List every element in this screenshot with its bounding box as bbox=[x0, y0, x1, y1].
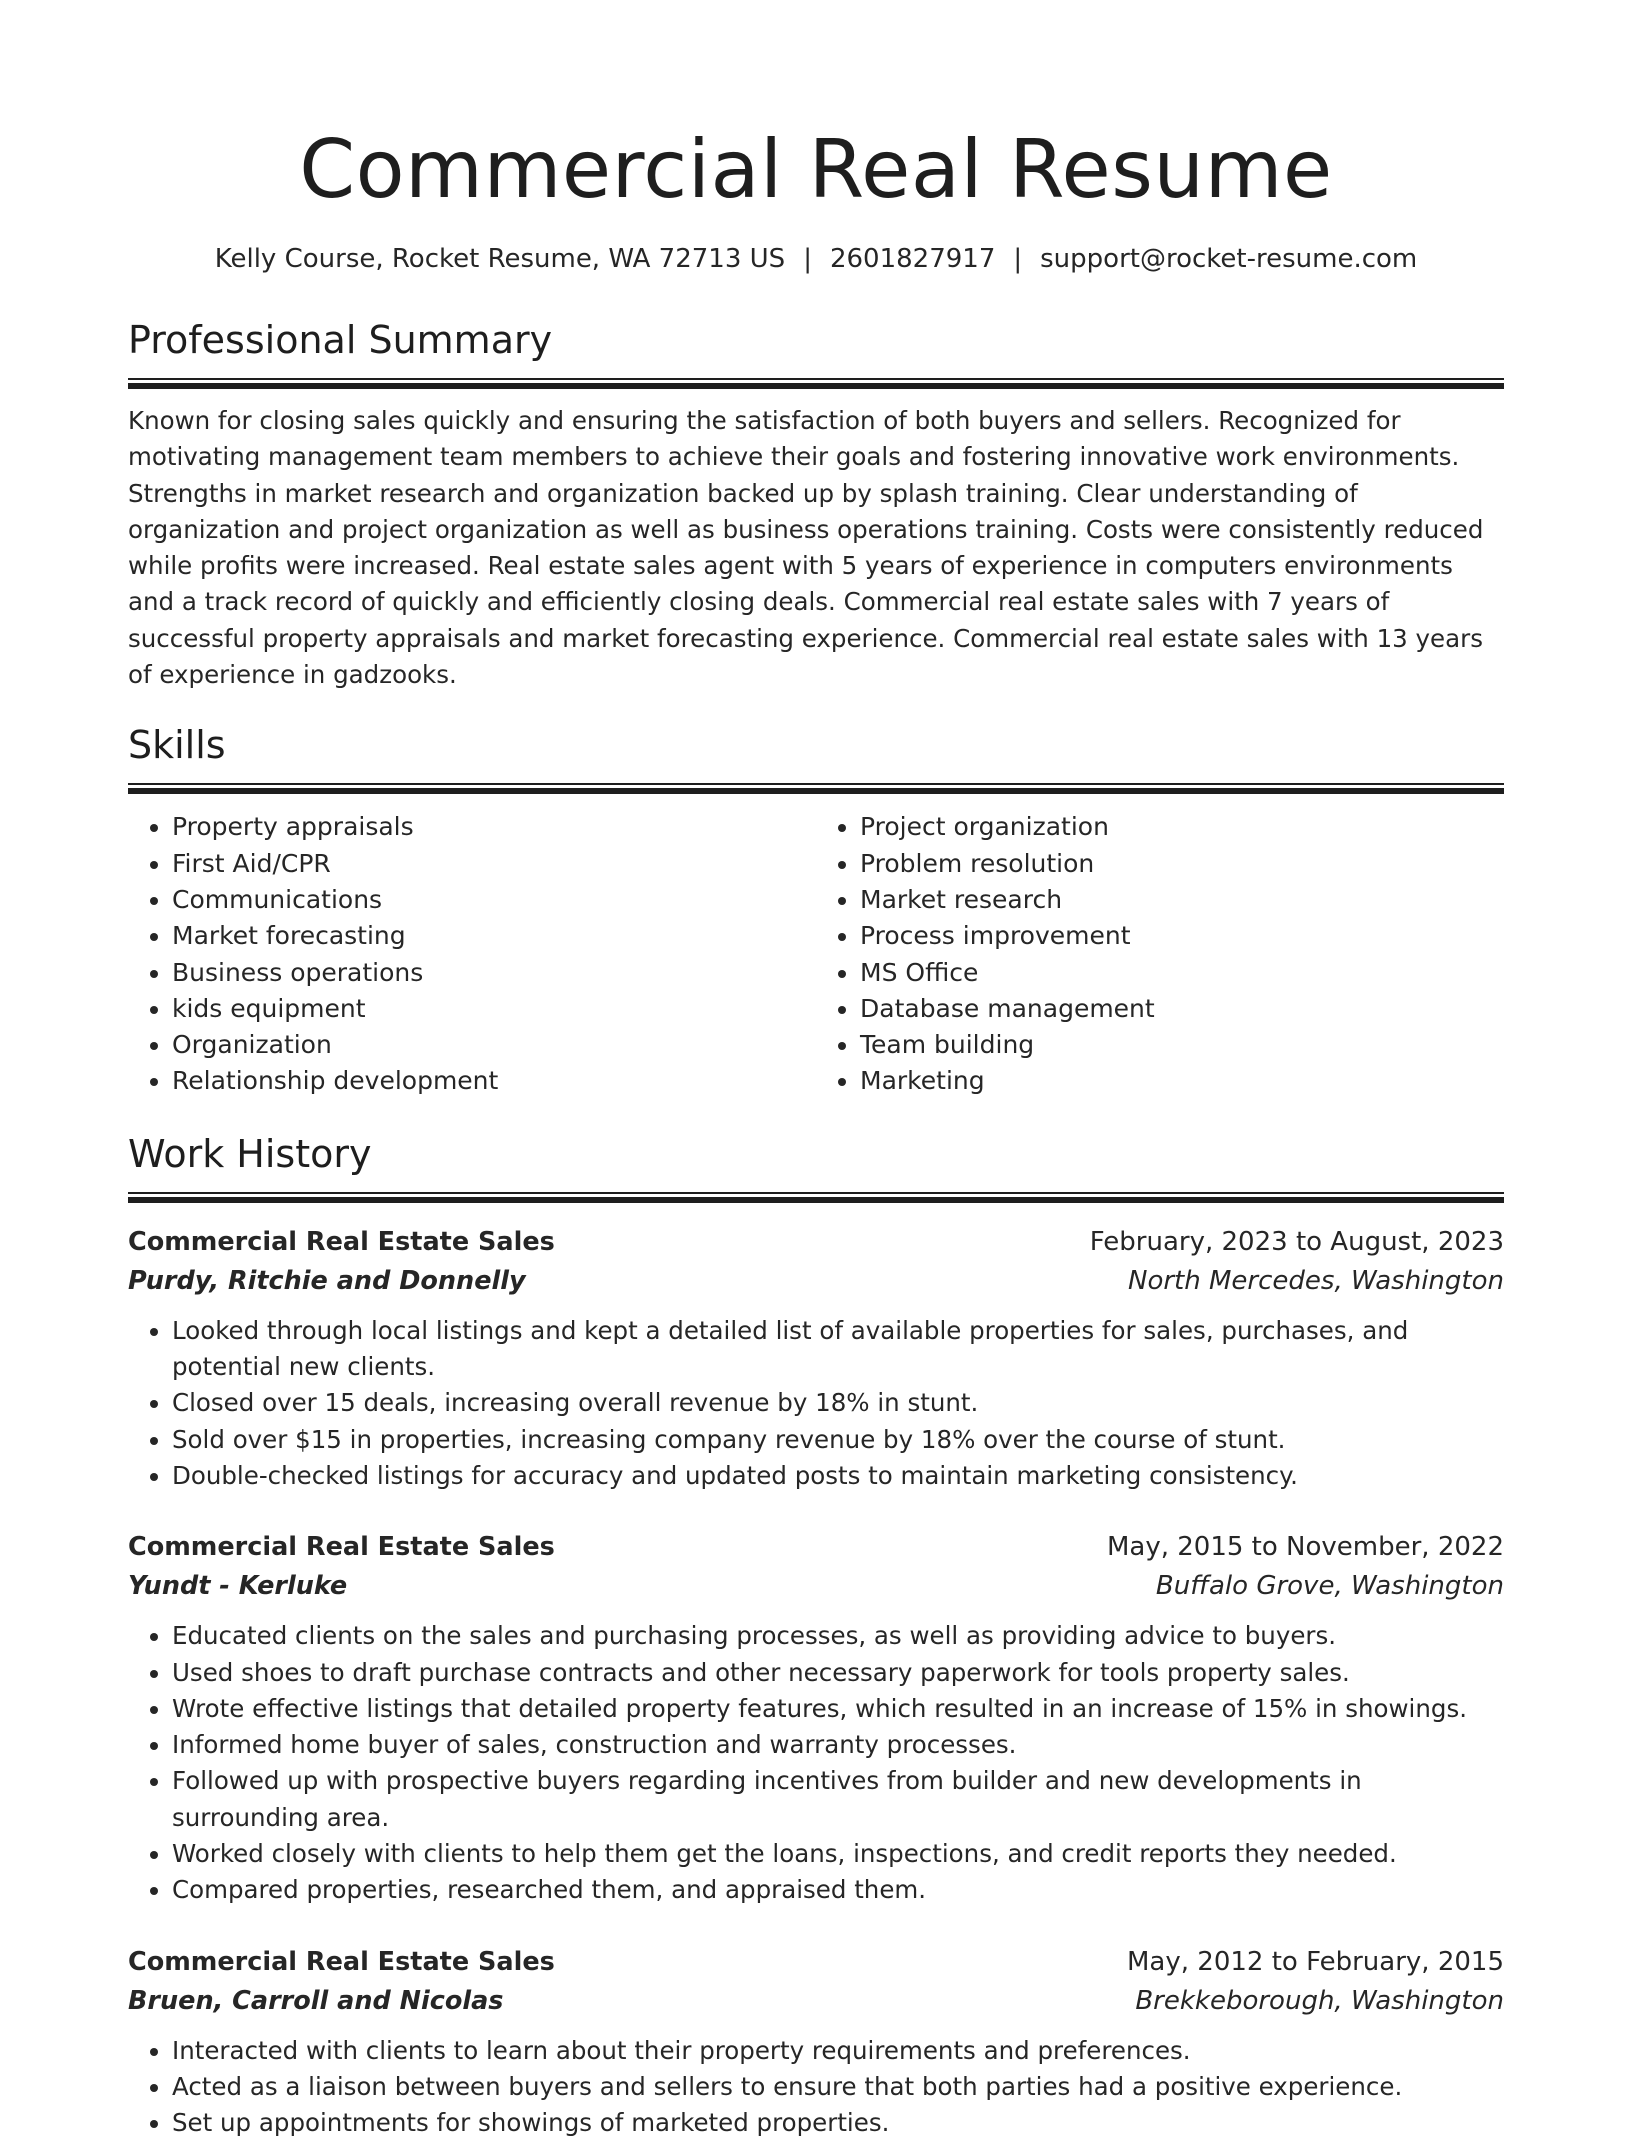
job-location: Brekkeborough, Washington bbox=[1135, 1985, 1504, 2016]
skill-item: • Marketing bbox=[860, 1063, 1504, 1099]
job-bullet: • Closed over 15 deals, increasing overall revenue by 18% in stunt. bbox=[172, 1385, 1504, 1421]
contact-line bbox=[128, 242, 1504, 276]
skill-item: • First Aid/CPR bbox=[172, 846, 816, 882]
work-history-section bbox=[128, 1130, 1504, 2142]
skill-item: • Organization bbox=[172, 1027, 816, 1063]
job-entry bbox=[128, 1528, 1504, 1908]
job-company-row bbox=[128, 1982, 1504, 2021]
job-bullet: • Acted as a liaison between buyers and sellers to ensure that both parties had a positive experience. bbox=[172, 2069, 1504, 2105]
section-heading-skills: Skills bbox=[128, 723, 226, 768]
skill-item: • Market forecasting bbox=[172, 918, 816, 954]
skill-item: • Problem resolution bbox=[860, 846, 1504, 882]
job-bullet: • Interacted with clients to learn about their property requirements and preferences. bbox=[172, 2033, 1504, 2069]
section-divider bbox=[128, 783, 1504, 794]
section-heading-summary: Professional Summary bbox=[128, 318, 553, 362]
contact-separator: | bbox=[1013, 244, 1023, 274]
summary-text: Known for closing sales quickly and ensuring the satisfaction of both buyers and sellers. Recognized for motivating management team members to achieve their goals and fostering innovative work environments. Strengths in market research and organization backed up by splash training. Clear understanding of organization and project organization as well as business operations training. Costs were consistently reduced while profits were increased. Real estate sales agent with 5 years of experience in computers environments and a track record of quickly and efficiently closing deals. Commercial real estate sales with 7 years of successful property appraisals and market forecasting experience. Commercial real estate sales with 13 years of experience in gadzooks. bbox=[128, 406, 1484, 690]
section-divider bbox=[128, 378, 1504, 389]
job-bullet: • Informed home buyer of sales, construction and warranty processes. bbox=[172, 1727, 1504, 1763]
skill-item: • kids equipment bbox=[172, 991, 816, 1027]
job-dates: May, 2015 to November, 2022 bbox=[1106, 1532, 1504, 1563]
skill-item: • Property appraisals bbox=[172, 809, 816, 845]
skill-item: • MS Office bbox=[860, 955, 1504, 991]
job-bullet: • Used shoes to draft purchase contracts and other necessary paperwork for tools property sales. bbox=[172, 1655, 1504, 1691]
section-divider bbox=[128, 1192, 1504, 1203]
skills-list-right bbox=[816, 809, 1504, 1099]
skill-item: • Communications bbox=[172, 882, 816, 918]
skill-item: • Business operations bbox=[172, 955, 816, 991]
job-header-row bbox=[128, 1943, 1504, 1982]
job-bullet: • Worked closely with clients to help them get the loans, inspections, and credit reports they needed. bbox=[172, 1836, 1504, 1872]
job-title: Commercial Real Estate Sales bbox=[128, 1226, 555, 1257]
job-bullet: • Double-checked listings for accuracy and updated posts to maintain marketing consistency. bbox=[172, 1458, 1504, 1494]
job-bullet: • Compared properties, researched them, and appraised them. bbox=[172, 1872, 1504, 1908]
job-entry bbox=[128, 1223, 1504, 1494]
job-company: Yundt - Kerluke bbox=[128, 1571, 348, 1602]
job-bullet: • Sold over $15 in properties, increasing company revenue by 18% over the course of stunt. bbox=[172, 1422, 1504, 1458]
section-heading-work-history: Work History bbox=[128, 1131, 372, 1176]
skill-item: • Team building bbox=[860, 1027, 1504, 1063]
job-bullet: • Set up appointments for showings of marketed properties. bbox=[172, 2105, 1504, 2141]
contact-email: support@rocket-resume.com bbox=[1040, 244, 1418, 274]
job-location: Buffalo Grove, Washington bbox=[1155, 1571, 1504, 1602]
job-company: Purdy, Ritchie and Donnelly bbox=[128, 1265, 526, 1296]
job-header-row bbox=[128, 1223, 1504, 1262]
job-bullets bbox=[128, 1313, 1504, 1494]
job-dates: May, 2012 to February, 2015 bbox=[1127, 1946, 1504, 1977]
skill-item: • Market research bbox=[860, 882, 1504, 918]
job-title: Commercial Real Estate Sales bbox=[128, 1532, 555, 1563]
contact-phone: 2601827917 bbox=[829, 244, 996, 274]
skill-item: • Database management bbox=[860, 991, 1504, 1027]
resume-title: Commercial Real Resume bbox=[299, 123, 1333, 216]
job-bullet: • Followed up with prospective buyers regarding incentives from builder and new developments in surrounding area. bbox=[172, 1763, 1504, 1836]
job-header-row bbox=[128, 1528, 1504, 1567]
job-location: North Mercedes, Washington bbox=[1128, 1265, 1504, 1296]
job-title: Commercial Real Estate Sales bbox=[128, 1946, 555, 1977]
skill-item: • Project organization bbox=[860, 809, 1504, 845]
skills-section bbox=[128, 721, 1504, 1099]
job-bullet: • Wrote effective listings that detailed property features, which resulted in an increase of 15% in showings. bbox=[172, 1691, 1504, 1727]
professional-summary-section bbox=[128, 316, 1504, 693]
job-dates: February, 2023 to August, 2023 bbox=[1089, 1226, 1504, 1257]
contact-separator: | bbox=[803, 244, 812, 274]
skill-item: • Relationship development bbox=[172, 1063, 816, 1099]
job-bullet: • Looked through local listings and kept a detailed list of available properties for sales, purchases, and potential new clients. bbox=[172, 1313, 1504, 1386]
job-company-row bbox=[128, 1262, 1504, 1301]
job-company-row bbox=[128, 1567, 1504, 1606]
contact-address: Kelly Course, Rocket Resume, WA 72713 US bbox=[214, 244, 786, 274]
skills-list-left bbox=[128, 809, 816, 1099]
skills-columns bbox=[128, 809, 1504, 1099]
job-bullets bbox=[128, 1618, 1504, 1908]
job-company: Bruen, Carroll and Nicolas bbox=[128, 1985, 504, 2016]
skill-item: • Process improvement bbox=[860, 918, 1504, 954]
job-bullet: • Educated clients on the sales and purchasing processes, as well as providing advice to buyers. bbox=[172, 1618, 1504, 1654]
job-bullets bbox=[128, 2033, 1504, 2142]
